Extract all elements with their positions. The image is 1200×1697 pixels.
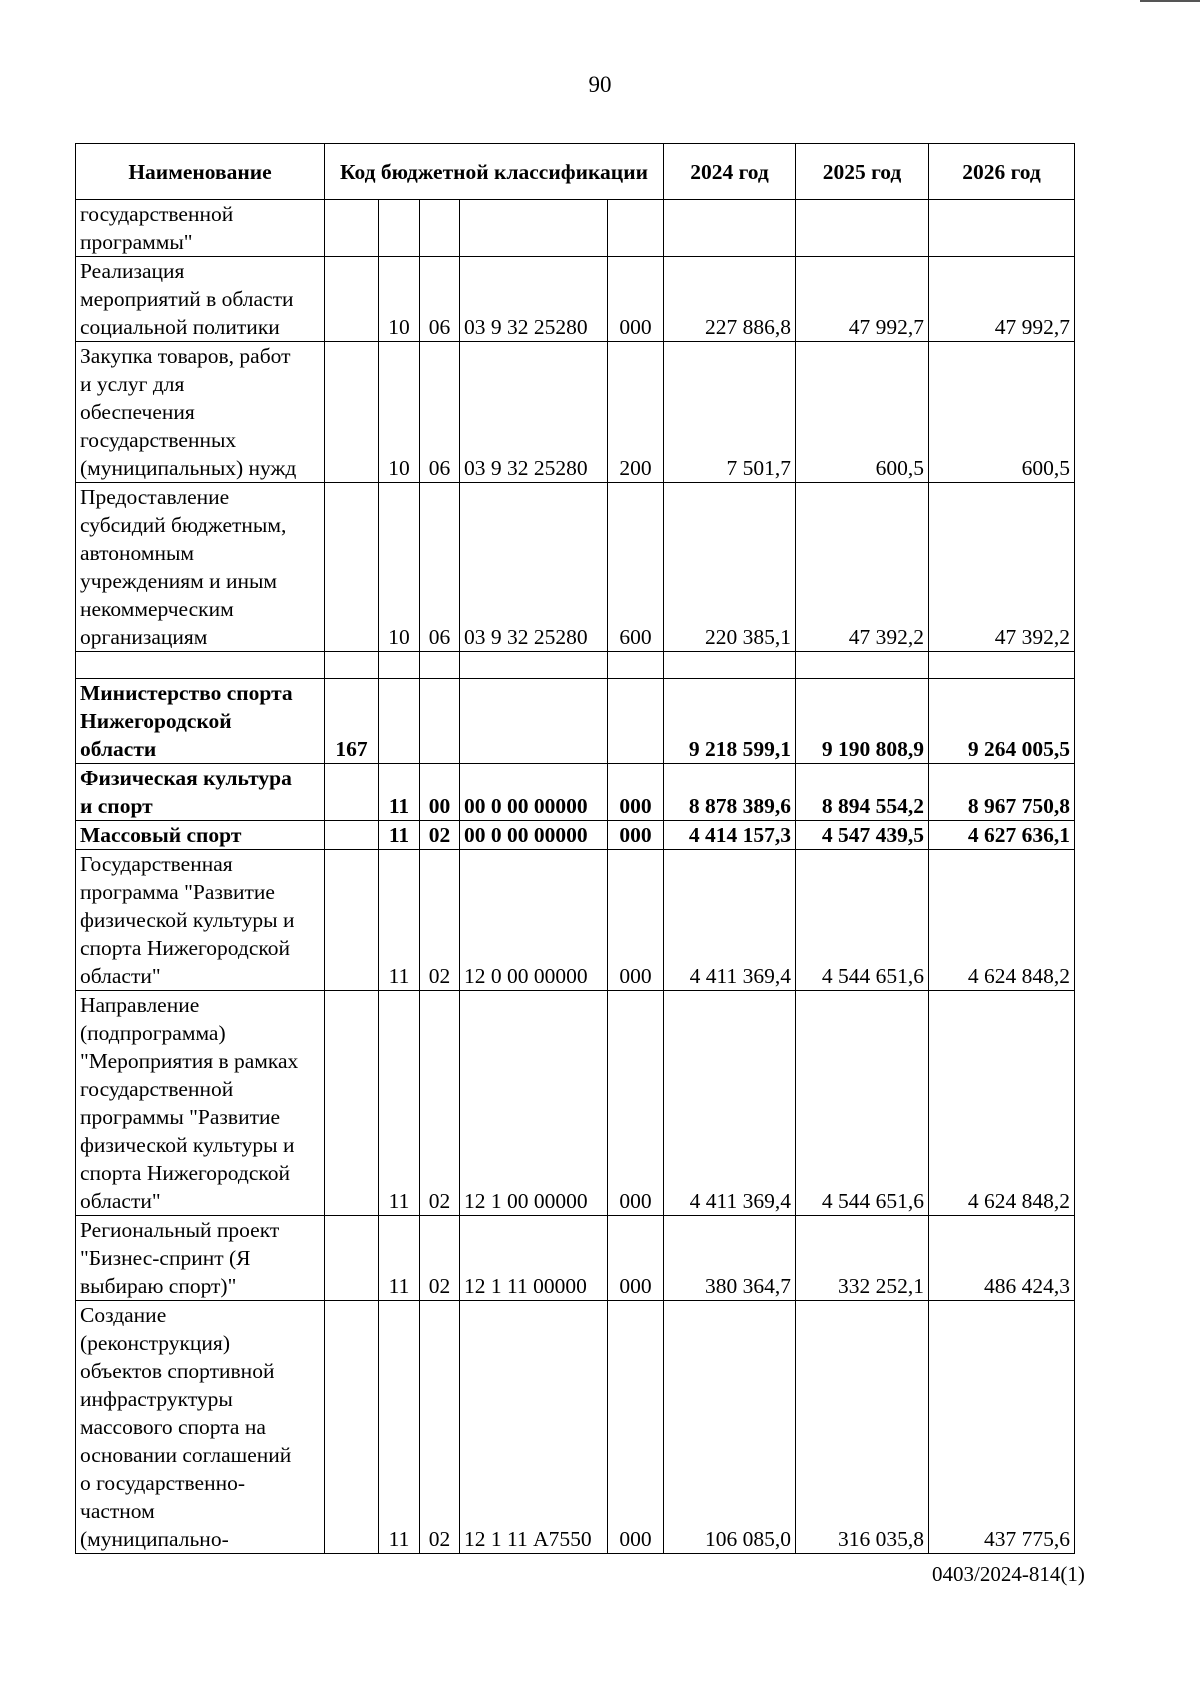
row-target-article: 03 9 32 25280 [460, 483, 608, 652]
row-expense-type: 000 [608, 257, 664, 342]
row-expense-type: 200 [608, 342, 664, 483]
row-target-article: 03 9 32 25280 [460, 342, 608, 483]
row-value-2024: 4 411 369,4 [664, 991, 796, 1216]
row-section: 11 [379, 1301, 420, 1554]
row-value-2025: 600,5 [796, 342, 929, 483]
row-expense-type: 600 [608, 483, 664, 652]
row-value-2025: 9 190 808,9 [796, 679, 929, 764]
row-target-article [460, 652, 608, 679]
row-value-2026: 4 627 636,1 [929, 821, 1075, 850]
row-target-article: 12 1 00 00000 [460, 991, 608, 1216]
row-target-article: 12 0 00 00000 [460, 850, 608, 991]
row-expense-type [608, 679, 664, 764]
header-2024: 2024 год [664, 144, 796, 200]
header-name: Наименование [76, 144, 325, 200]
row-name: Государственная программа "Развитие физической культуры и спорта Нижегородской области" [76, 850, 325, 991]
row-name: государственной программы" [76, 200, 325, 257]
row-name: Региональный проект "Бизнес-спринт (Я выбираю спорт)" [76, 1216, 325, 1301]
row-subsection: 02 [420, 821, 460, 850]
row-section: 11 [379, 764, 420, 821]
row-target-article: 00 0 00 00000 [460, 764, 608, 821]
row-value-2025: 8 894 554,2 [796, 764, 929, 821]
row-expense-type: 000 [608, 850, 664, 991]
row-value-2024: 106 085,0 [664, 1301, 796, 1554]
row-ministry-code [325, 652, 379, 679]
row-value-2025 [796, 200, 929, 257]
row-name: Реализация мероприятий в области социальной политики [76, 257, 325, 342]
header-2025: 2025 год [796, 144, 929, 200]
table-header-row [76, 144, 1075, 200]
row-section: 10 [379, 342, 420, 483]
row-value-2026: 47 992,7 [929, 257, 1075, 342]
row-section: 11 [379, 1216, 420, 1301]
table-row [76, 342, 1075, 483]
table-row [76, 1301, 1075, 1554]
row-value-2025: 316 035,8 [796, 1301, 929, 1554]
row-expense-type: 000 [608, 1216, 664, 1301]
row-ministry-code [325, 821, 379, 850]
table-row [76, 257, 1075, 342]
row-ministry-code [325, 483, 379, 652]
row-section: 11 [379, 991, 420, 1216]
row-value-2024: 4 414 157,3 [664, 821, 796, 850]
row-expense-type: 000 [608, 821, 664, 850]
row-subsection: 06 [420, 342, 460, 483]
row-value-2024: 220 385,1 [664, 483, 796, 652]
row-expense-type: 000 [608, 764, 664, 821]
row-name: Массовый спорт [76, 821, 325, 850]
row-name: Создание (реконструкция) объектов спортивной инфраструктуры массового спорта на основании соглашений о государственно- частном (муниципально- [76, 1301, 325, 1554]
row-name: Министерство спорта Нижегородской области [76, 679, 325, 764]
row-value-2026: 4 624 848,2 [929, 991, 1075, 1216]
row-value-2026: 600,5 [929, 342, 1075, 483]
table-row [76, 1216, 1075, 1301]
table-row [76, 991, 1075, 1216]
table-row [76, 850, 1075, 991]
row-value-2025: 4 544 651,6 [796, 850, 929, 991]
row-name: Предоставление субсидий бюджетным, автономным учреждениям и иным некоммерческим организациям [76, 483, 325, 652]
row-value-2026: 9 264 005,5 [929, 679, 1075, 764]
row-section: 10 [379, 257, 420, 342]
row-value-2025: 47 392,2 [796, 483, 929, 652]
row-target-article [460, 200, 608, 257]
row-value-2026: 437 775,6 [929, 1301, 1075, 1554]
row-value-2024: 227 886,8 [664, 257, 796, 342]
row-value-2024: 4 411 369,4 [664, 850, 796, 991]
row-expense-type [608, 652, 664, 679]
table-row [76, 764, 1075, 821]
row-subsection [420, 200, 460, 257]
row-subsection: 06 [420, 483, 460, 652]
row-name: Физическая культура и спорт [76, 764, 325, 821]
table-row [76, 483, 1075, 652]
row-ministry-code [325, 764, 379, 821]
row-target-article: 00 0 00 00000 [460, 821, 608, 850]
row-ministry-code [325, 850, 379, 991]
row-subsection: 06 [420, 257, 460, 342]
row-ministry-code [325, 1216, 379, 1301]
row-section [379, 200, 420, 257]
row-value-2025: 4 547 439,5 [796, 821, 929, 850]
row-subsection [420, 652, 460, 679]
row-value-2024 [664, 652, 796, 679]
row-section [379, 652, 420, 679]
row-value-2024: 380 364,7 [664, 1216, 796, 1301]
document-code: 0403/2024-814(1) [932, 1562, 1085, 1586]
row-value-2026: 4 624 848,2 [929, 850, 1075, 991]
row-name: Закупка товаров, работ и услуг для обеспечения государственных (муниципальных) нужд [76, 342, 325, 483]
row-ministry-code [325, 342, 379, 483]
row-value-2026: 8 967 750,8 [929, 764, 1075, 821]
page-number: 90 [588, 72, 612, 97]
row-section [379, 679, 420, 764]
row-value-2024: 9 218 599,1 [664, 679, 796, 764]
row-ministry-code [325, 1301, 379, 1554]
budget-table [75, 143, 1075, 1554]
row-section: 11 [379, 850, 420, 991]
row-value-2025: 332 252,1 [796, 1216, 929, 1301]
row-section: 10 [379, 483, 420, 652]
row-value-2026 [929, 652, 1075, 679]
row-subsection: 00 [420, 764, 460, 821]
row-value-2026: 47 392,2 [929, 483, 1075, 652]
row-expense-type: 000 [608, 991, 664, 1216]
row-expense-type: 000 [608, 1301, 664, 1554]
row-value-2025: 47 992,7 [796, 257, 929, 342]
row-target-article [460, 679, 608, 764]
row-name: Направление (подпрограмма) "Мероприятия в рамках государственной программы "Развитие физической культуры и спорта Нижегородской области" [76, 991, 325, 1216]
table-row [76, 200, 1075, 257]
row-name [76, 652, 325, 679]
row-subsection [420, 679, 460, 764]
row-value-2025 [796, 652, 929, 679]
table-row [76, 679, 1075, 764]
row-ministry-code: 167 [325, 679, 379, 764]
header-2026: 2026 год [929, 144, 1075, 200]
table-row [76, 821, 1075, 850]
row-value-2026: 486 424,3 [929, 1216, 1075, 1301]
row-target-article: 03 9 32 25280 [460, 257, 608, 342]
table-row [76, 652, 1075, 679]
row-target-article: 12 1 11 00000 [460, 1216, 608, 1301]
header-code: Код бюджетной классификации [325, 144, 664, 200]
row-subsection: 02 [420, 991, 460, 1216]
row-ministry-code [325, 257, 379, 342]
row-expense-type [608, 200, 664, 257]
row-ministry-code [325, 200, 379, 257]
row-target-article: 12 1 11 А7550 [460, 1301, 608, 1554]
row-value-2024: 7 501,7 [664, 342, 796, 483]
row-value-2024 [664, 200, 796, 257]
row-value-2024: 8 878 389,6 [664, 764, 796, 821]
row-ministry-code [325, 991, 379, 1216]
row-subsection: 02 [420, 850, 460, 991]
row-section: 11 [379, 821, 420, 850]
row-value-2025: 4 544 651,6 [796, 991, 929, 1216]
row-value-2026 [929, 200, 1075, 257]
row-subsection: 02 [420, 1301, 460, 1554]
row-subsection: 02 [420, 1216, 460, 1301]
corner-scan-line [1140, 0, 1200, 2]
